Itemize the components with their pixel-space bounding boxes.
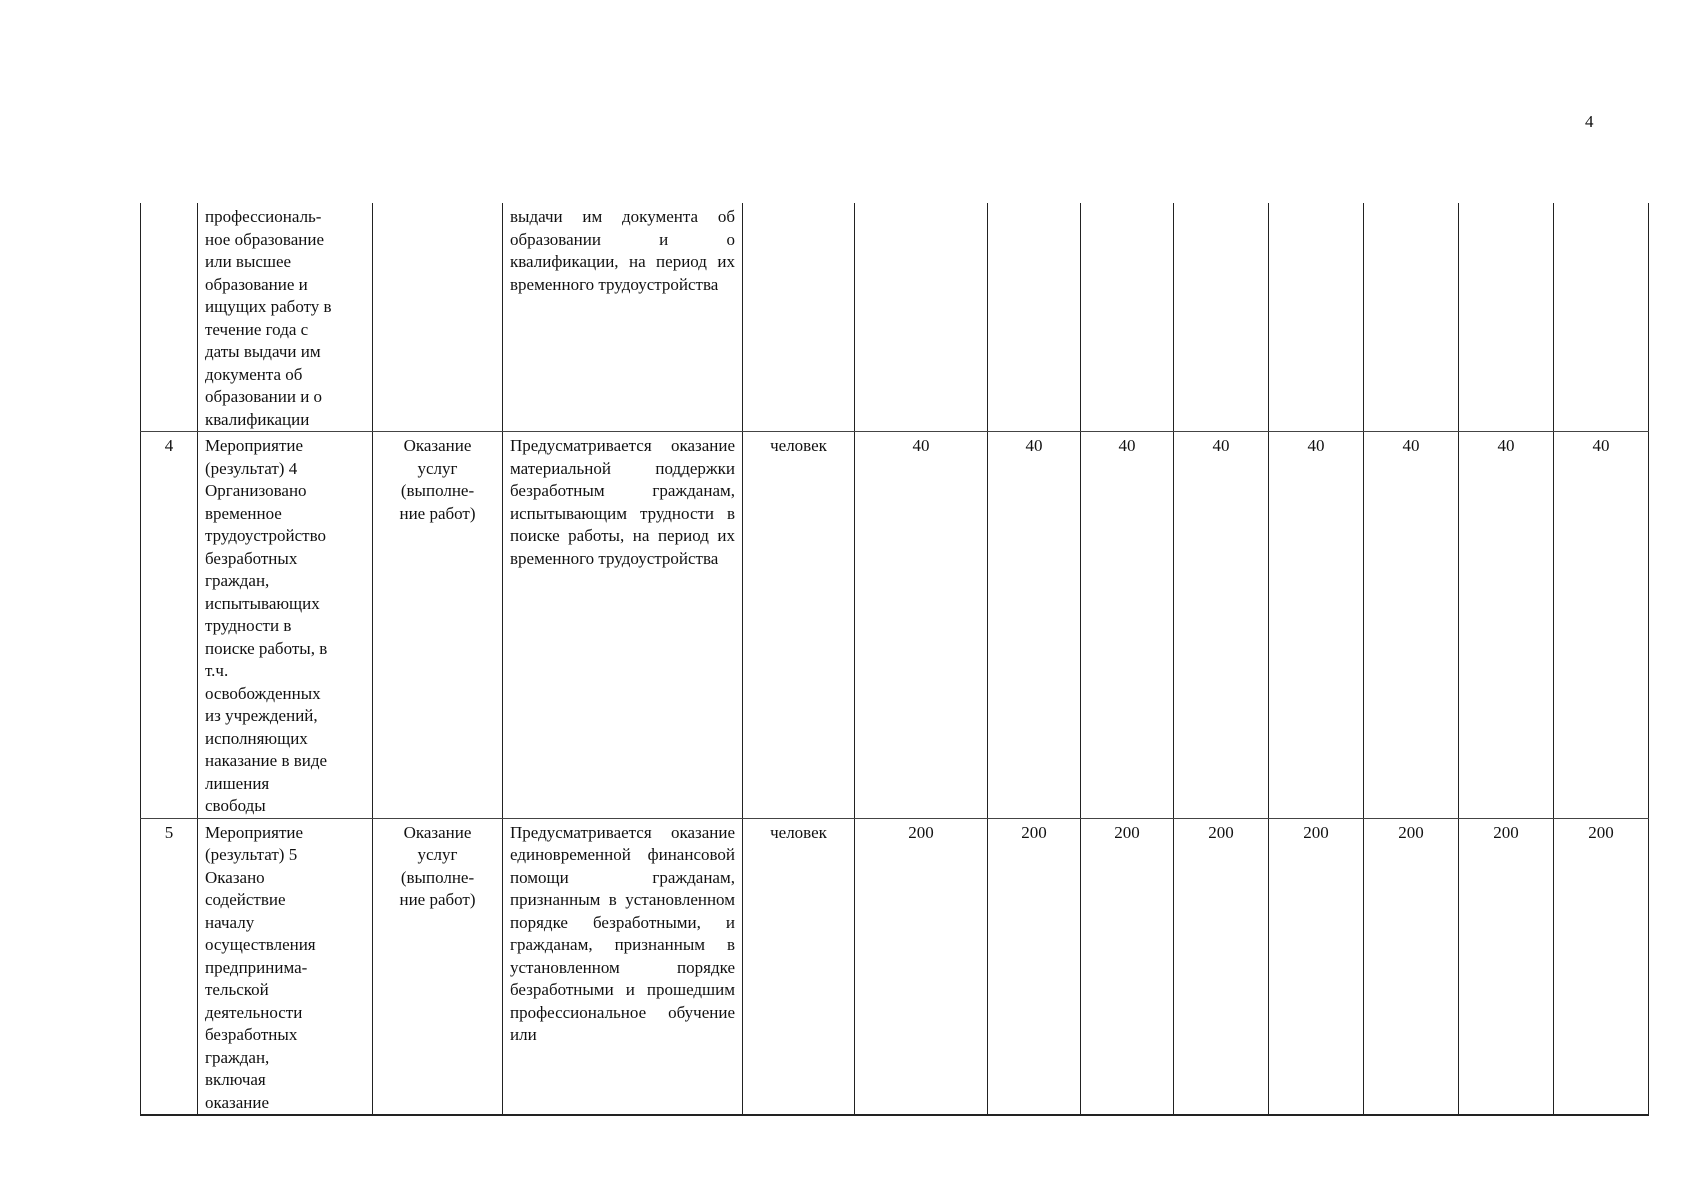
unit-cell (743, 203, 855, 432)
measure-type-cell: Оказание услуг (выполне- ние работ) (373, 432, 503, 819)
value-cell (1081, 203, 1174, 432)
value-cell: 200 (1081, 818, 1174, 1115)
value-cell (1459, 203, 1554, 432)
value-cell (1554, 203, 1649, 432)
measure-name-cell: Мероприятие (результат) 4 Организовано временное трудоустройство безработных граждан, испытывающих трудности в поиске работы, в т.ч. освобожденных из учреждений, исполняющих наказание в виде лишения свободы (198, 432, 373, 819)
page-number: 4 (1585, 112, 1594, 131)
value-cell: 40 (988, 432, 1081, 819)
measure-description-cell: выдачи им документа об образовании и о квалификации, на период их временного трудоустройства (503, 203, 743, 432)
value-cell: 40 (1364, 432, 1459, 819)
value-cell: 40 (855, 432, 988, 819)
measure-description-cell: Предусматривается оказание материальной поддержки безработным гражданам, испытывающим трудности в поиске работы, на период их временного трудоустройства (503, 432, 743, 819)
value-cell: 40 (1174, 432, 1269, 819)
value-cell: 200 (1364, 818, 1459, 1115)
row-number-cell: 4 (141, 432, 198, 819)
value-cell: 40 (1459, 432, 1554, 819)
value-cell: 200 (1459, 818, 1554, 1115)
value-cell: 40 (1081, 432, 1174, 819)
value-cell: 40 (1269, 432, 1364, 819)
value-cell: 200 (1269, 818, 1364, 1115)
value-cell (1364, 203, 1459, 432)
value-cell (1269, 203, 1364, 432)
value-cell: 200 (1554, 818, 1649, 1115)
value-cell: 200 (988, 818, 1081, 1115)
table-row (141, 432, 1649, 819)
row-number-cell (141, 203, 198, 432)
measure-type-cell (373, 203, 503, 432)
value-cell (988, 203, 1081, 432)
value-cell (1174, 203, 1269, 432)
table-row (141, 818, 1649, 1115)
measure-description-cell: Предусматривается оказание единовременной финансовой помощи гражданам, признанным в установленном порядке безработными, и гражданам, признанным в установленном порядке безработными и прошедшим профессиональное обучение или (503, 818, 743, 1115)
value-cell (855, 203, 988, 432)
value-cell: 40 (1554, 432, 1649, 819)
unit-cell: человек (743, 818, 855, 1115)
unit-cell: человек (743, 432, 855, 819)
table-row (141, 203, 1649, 432)
row-number-cell: 5 (141, 818, 198, 1115)
value-cell: 200 (855, 818, 988, 1115)
measure-type-cell: Оказание услуг (выполне- ние работ) (373, 818, 503, 1115)
measure-name-cell: Мероприятие (результат) 5 Оказано содействие началу осуществления предпринима- тельской деятельности безработных граждан, включая оказание (198, 818, 373, 1115)
value-cell: 200 (1174, 818, 1269, 1115)
measures-table (140, 203, 1649, 1116)
measure-name-cell: профессиональ- ное образование или высшее образование и ищущих работу в течение года с даты выдачи им документа об образовании и о квалификации (198, 203, 373, 432)
